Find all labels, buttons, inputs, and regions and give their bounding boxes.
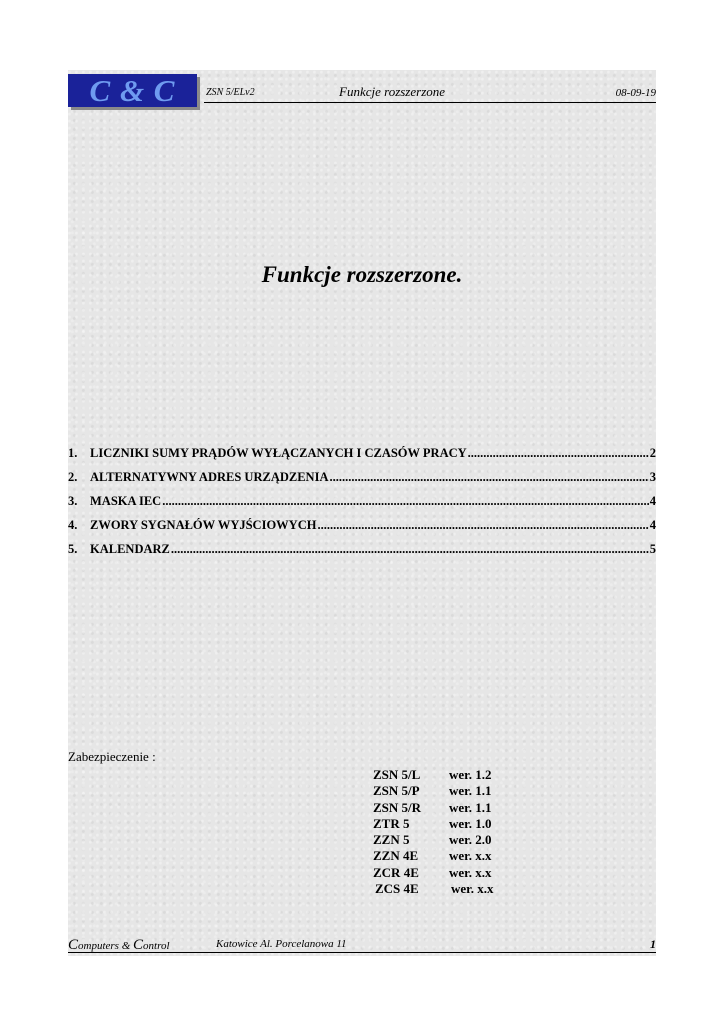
device-version: wer. 1.2 — [449, 767, 492, 782]
version-row — [373, 767, 494, 783]
device-version: wer. x.x — [451, 881, 494, 897]
document-page — [68, 70, 656, 956]
header-doc-code: ZSN 5/ELv2 — [206, 87, 255, 98]
device-name: ZZN 5 — [373, 832, 410, 848]
page-footer — [68, 936, 656, 953]
header-title: Funkcje rozszerzone — [339, 84, 446, 99]
footer-address: Katowice Al. Porcelanowa 11 — [216, 938, 347, 950]
toc-entry[interactable] — [68, 470, 656, 494]
footer-company — [68, 937, 170, 954]
toc-entry-page: 2 — [649, 446, 656, 460]
device-version: wer. 1.1 — [449, 783, 492, 799]
device-name: ZSN 5/L — [373, 767, 421, 782]
device-name: ZCS 4E — [375, 881, 419, 897]
footer-company-word: ontrol — [143, 940, 170, 952]
version-row — [373, 832, 494, 848]
page-header — [204, 86, 656, 103]
toc-entry[interactable] — [68, 446, 656, 470]
header-date: 08-09-19 — [615, 87, 656, 99]
toc-entry-number: 5. — [68, 542, 78, 556]
toc-leader-dots — [329, 470, 648, 485]
version-row — [373, 800, 494, 816]
device-name: ZCR 4E — [373, 864, 419, 880]
footer-company-initial: C — [133, 937, 144, 953]
toc-entry-number: 3. — [68, 494, 78, 508]
version-row — [373, 816, 494, 832]
device-name: ZSN 5/P — [373, 783, 420, 799]
toc-entry[interactable] — [68, 494, 656, 518]
toc-leader-dots — [162, 494, 649, 509]
toc-entry-title[interactable]: ALTERNATYWNY ADRES URZĄDZENIA — [90, 470, 329, 484]
toc-entry-title[interactable]: LICZNIKI SUMY PRĄDÓW WYŁĄCZANYCH I CZASÓW PRACY — [90, 446, 467, 460]
version-list — [373, 767, 494, 897]
protection-label: Zabezpieczenie : — [68, 749, 156, 764]
toc-leader-dots — [171, 542, 649, 557]
toc-entry-number: 1. — [68, 446, 78, 460]
device-name: ZSN 5/R — [373, 799, 422, 815]
device-version: wer. 1.0 — [449, 815, 492, 831]
toc-leader-dots — [317, 518, 648, 533]
footer-page-number: 1 — [650, 937, 656, 951]
document-title: Funkcje rozszerzone. — [261, 262, 463, 287]
version-row — [373, 848, 494, 864]
footer-company-word: omputers & — [78, 940, 134, 952]
device-name: ZZN 4E — [373, 848, 419, 864]
toc-leader-dots — [468, 446, 649, 461]
toc-entry-page: 4 — [649, 494, 656, 508]
toc-entry-page: 5 — [649, 542, 656, 556]
version-row — [375, 881, 494, 897]
toc-entry-title[interactable]: KALENDARZ — [90, 542, 170, 556]
toc-entry-title[interactable]: ZWORY SYGNAŁÓW WYJŚCIOWYCH — [90, 518, 317, 532]
version-row — [373, 783, 494, 799]
toc-entry-title[interactable]: MASKA IEC — [90, 494, 162, 508]
toc-entry-page: 4 — [649, 518, 656, 532]
version-row — [373, 865, 494, 881]
toc-entry-page: 3 — [649, 470, 656, 484]
device-version: wer. x.x — [449, 864, 492, 880]
company-logo: C & C — [68, 74, 197, 107]
device-version: wer. 2.0 — [449, 832, 492, 848]
device-version: wer. x.x — [449, 848, 492, 864]
footer-company-initial: C — [68, 937, 79, 953]
toc-entry-number: 4. — [68, 518, 78, 532]
toc-entry[interactable] — [68, 518, 656, 542]
device-version: wer. 1.1 — [449, 799, 492, 815]
toc-entry-number: 2. — [68, 470, 78, 484]
device-name: ZTR 5 — [373, 815, 410, 831]
table-of-contents — [68, 446, 656, 566]
toc-entry[interactable] — [68, 542, 656, 566]
